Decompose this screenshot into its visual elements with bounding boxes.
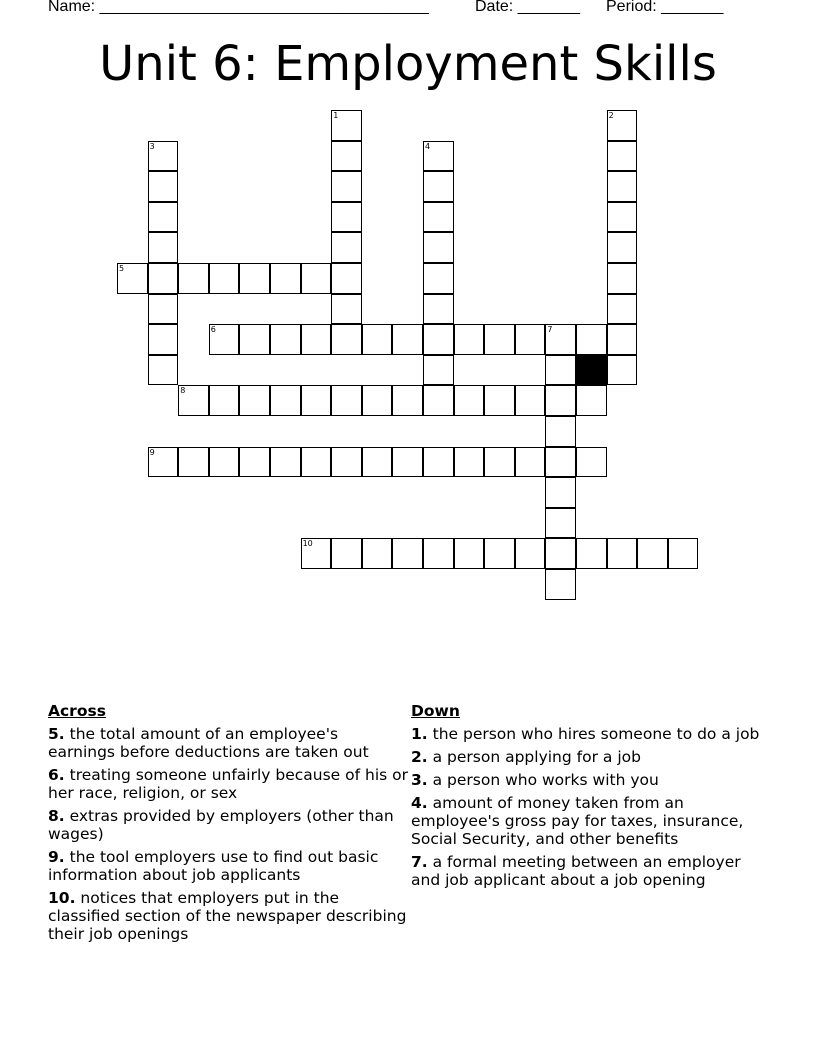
grid-cell[interactable] <box>301 538 332 569</box>
grid-cell[interactable] <box>178 385 209 416</box>
grid-cell[interactable] <box>576 324 607 355</box>
date-field-label[interactable]: Date: _______ <box>475 0 580 15</box>
clue-item-text: a person who works with you <box>427 771 659 789</box>
grid-cell[interactable] <box>301 385 332 416</box>
grid-cell[interactable] <box>484 385 515 416</box>
grid-cell[interactable] <box>331 141 362 172</box>
grid-cell[interactable] <box>148 294 179 325</box>
grid-cell[interactable] <box>607 171 638 202</box>
grid-cell[interactable] <box>423 324 454 355</box>
grid-cell[interactable] <box>423 263 454 294</box>
clue-item-number: 10. <box>48 889 76 907</box>
clue-item-number: 9. <box>48 848 65 866</box>
clue-item-number: 2. <box>411 748 428 766</box>
grid-cell[interactable] <box>392 385 423 416</box>
grid-cell[interactable] <box>270 385 301 416</box>
grid-cell[interactable] <box>178 263 209 294</box>
grid-cell[interactable] <box>148 202 179 233</box>
grid-cell[interactable] <box>423 447 454 478</box>
grid-cell[interactable] <box>515 538 546 569</box>
grid-cell[interactable] <box>607 355 638 386</box>
clue-item-text: a formal meeting between an employer and job applicant about a job opening <box>411 853 741 889</box>
grid-cell[interactable] <box>423 294 454 325</box>
clue-item-text: the tool employers use to find out basic information about job applicants <box>48 848 379 884</box>
grid-cell[interactable] <box>545 569 576 600</box>
clue-item-number: 7. <box>411 853 428 871</box>
grid-cell[interactable] <box>362 447 393 478</box>
grid-cell[interactable] <box>270 447 301 478</box>
grid-cell[interactable] <box>545 538 576 569</box>
grid-cell[interactable] <box>454 324 485 355</box>
grid-cell[interactable] <box>301 447 332 478</box>
clue-number: 7 <box>547 325 553 335</box>
grid-cell[interactable] <box>362 385 393 416</box>
clue-item-text: amount of money taken from an employee's gross pay for taxes, insurance, Social Security, and other benefits <box>411 794 744 848</box>
grid-cell[interactable] <box>239 447 270 478</box>
clue-item-text: the person who hires someone to do a job <box>427 725 760 743</box>
grid-cell[interactable] <box>331 447 362 478</box>
clue-item-text: notices that employers put in the classified section of the newspaper describing their job openings <box>48 889 407 943</box>
grid-cell[interactable] <box>148 232 179 263</box>
grid-cell[interactable] <box>637 538 668 569</box>
clue-number: 4 <box>425 141 431 151</box>
across-clue-list <box>48 725 408 943</box>
grid-cell[interactable] <box>270 324 301 355</box>
grid-cell[interactable] <box>668 538 699 569</box>
grid-cell[interactable] <box>148 447 179 478</box>
page-title: Unit 6: Employment Skills <box>99 36 717 92</box>
grid-cell[interactable] <box>576 447 607 478</box>
grid-cell[interactable] <box>209 385 240 416</box>
clue-item <box>48 889 408 943</box>
grid-cell[interactable] <box>607 202 638 233</box>
grid-cell[interactable] <box>331 232 362 263</box>
grid-cell[interactable] <box>545 477 576 508</box>
clue-item-text: extras provided by employers (other than wages) <box>48 807 394 843</box>
grid-cell[interactable] <box>484 447 515 478</box>
grid-cell[interactable] <box>607 538 638 569</box>
black-cell <box>576 355 607 386</box>
clue-item <box>48 848 408 884</box>
clue-number: 8 <box>180 386 186 396</box>
grid-cell[interactable] <box>454 538 485 569</box>
grid-cell[interactable] <box>423 141 454 172</box>
grid-cell[interactable] <box>331 385 362 416</box>
grid-cell[interactable] <box>515 447 546 478</box>
grid-cell[interactable] <box>148 141 179 172</box>
clue-item <box>411 853 771 889</box>
grid-cell[interactable] <box>239 385 270 416</box>
clue-item <box>411 725 771 743</box>
clue-item-number: 5. <box>48 725 65 743</box>
grid-cell[interactable] <box>515 385 546 416</box>
grid-cell[interactable] <box>607 294 638 325</box>
grid-cell[interactable] <box>423 171 454 202</box>
clue-item-number: 8. <box>48 807 65 825</box>
clue-item <box>411 771 771 789</box>
grid-cell[interactable] <box>148 355 179 386</box>
clue-number: 1 <box>333 111 339 120</box>
grid-cell[interactable] <box>454 385 485 416</box>
grid-cell[interactable] <box>239 263 270 294</box>
grid-cell[interactable] <box>423 538 454 569</box>
clue-number: 10 <box>302 539 313 549</box>
clue-number: 3 <box>149 141 155 151</box>
grid-cell[interactable] <box>484 324 515 355</box>
across-clues <box>48 702 408 948</box>
name-field-label[interactable]: Name: _____________________________________ <box>48 0 429 15</box>
grid-cell[interactable] <box>301 324 332 355</box>
clue-item <box>48 766 408 802</box>
grid-cell[interactable] <box>148 171 179 202</box>
down-heading: Down <box>411 702 460 720</box>
grid-cell[interactable] <box>545 416 576 447</box>
grid-cell[interactable] <box>392 538 423 569</box>
grid-cell[interactable] <box>423 385 454 416</box>
across-heading: Across <box>48 702 106 720</box>
clue-item-text: treating someone unfairly because of his or her race, religion, or sex <box>48 766 408 802</box>
period-field-label[interactable]: Period: _______ <box>606 0 724 15</box>
clue-item-number: 6. <box>48 766 65 784</box>
grid-cell[interactable] <box>607 263 638 294</box>
clue-item-text: the total amount of an employee's earnings before deductions are taken out <box>48 725 369 761</box>
grid-cell[interactable] <box>423 355 454 386</box>
down-clue-list <box>411 725 771 889</box>
grid-cell[interactable] <box>362 538 393 569</box>
clue-item <box>48 725 408 761</box>
grid-cell[interactable] <box>331 263 362 294</box>
clue-item <box>411 748 771 766</box>
grid-cell[interactable] <box>576 538 607 569</box>
grid-cell[interactable] <box>545 447 576 478</box>
grid-cell[interactable] <box>545 324 576 355</box>
grid-cell[interactable] <box>362 324 393 355</box>
grid-cell[interactable] <box>270 263 301 294</box>
clue-item-text: a person applying for a job <box>427 748 641 766</box>
down-clues <box>411 702 771 894</box>
grid-cell[interactable] <box>209 447 240 478</box>
grid-cell[interactable] <box>209 263 240 294</box>
grid-cell[interactable] <box>607 232 638 263</box>
grid-cell[interactable] <box>545 508 576 539</box>
grid-cell[interactable] <box>239 324 270 355</box>
grid-cell[interactable] <box>209 324 240 355</box>
grid-cell[interactable] <box>392 324 423 355</box>
grid-cell[interactable] <box>607 141 638 172</box>
grid-cell[interactable] <box>423 202 454 233</box>
clue-number: 9 <box>149 447 155 457</box>
grid-cell[interactable] <box>576 385 607 416</box>
clue-item <box>48 807 408 843</box>
grid-cell[interactable] <box>392 447 423 478</box>
grid-cell[interactable] <box>545 355 576 386</box>
clue-item-number: 4. <box>411 794 428 812</box>
grid-cell[interactable] <box>607 324 638 355</box>
grid-cell[interactable] <box>117 263 148 294</box>
grid-cell[interactable] <box>423 232 454 263</box>
clue-item-number: 1. <box>411 725 428 743</box>
grid-cell[interactable] <box>454 447 485 478</box>
grid-cell[interactable] <box>148 324 179 355</box>
clue-item-number: 3. <box>411 771 428 789</box>
grid-cell[interactable] <box>331 202 362 233</box>
grid-cell[interactable] <box>515 324 546 355</box>
grid-cell[interactable] <box>331 110 362 141</box>
grid-cell[interactable] <box>484 538 515 569</box>
grid-cell[interactable] <box>148 263 179 294</box>
clue-item <box>411 794 771 848</box>
grid-cell[interactable] <box>607 110 638 141</box>
clue-number: 6 <box>210 325 216 335</box>
grid-cell[interactable] <box>331 294 362 325</box>
grid-cell[interactable] <box>331 538 362 569</box>
clue-number: 5 <box>119 264 125 273</box>
grid-cell[interactable] <box>545 385 576 416</box>
grid-cell[interactable] <box>331 171 362 202</box>
clue-number: 2 <box>608 111 614 120</box>
grid-cell[interactable] <box>301 263 332 294</box>
grid-cell[interactable] <box>331 324 362 355</box>
grid-cell[interactable] <box>178 447 209 478</box>
